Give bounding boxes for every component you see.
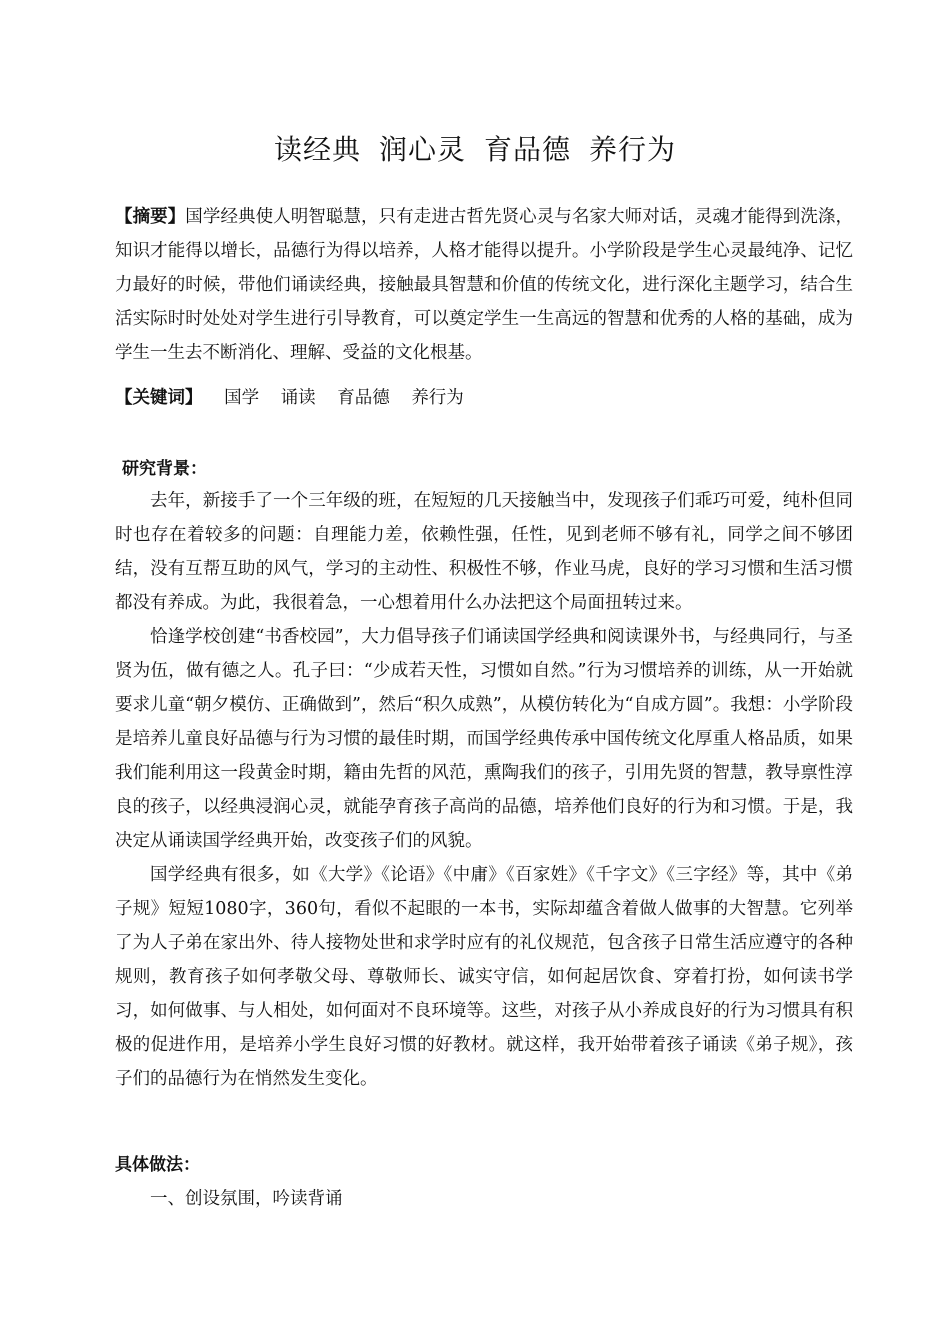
abstract-text: 国学经典使人明智聪慧，只有走进古哲先贤心灵与名家大师对话，灵魂才能得到洗涤，知识才能得以增长，品德行为得以培养，人格才能得以提升。小学阶段是学生心灵最纯净、记忆力最好的时候，带他们诵读经典，接触最具智慧和价值的传统文化，进行深化主题学习，结合生活实际时时处处对学生进行引导教育，可以奠定学生一生高远的智慧和优秀的人格的基础，成为学生一生去不断消化、理解、受益的文化根基。 [115, 207, 854, 363]
paragraph: 恰逢学校创建“书香校园”，大力倡导孩子们诵读国学经典和阅读课外书，与经典同行，与圣贤为伍，做有德之人。孔子曰：“少成若天性，习惯如自然。”行为习惯培养的训练，从一开始就要求儿童“朝夕模仿、正确做到”，然后“积久成熟”，从模仿转化为“自成方圆”。我想：小学阶段是培养儿童良好品德与行为习惯的最佳时期，而国学经典传承中国传统文化厚重人格品质，如果我们能利用这一段黄金时期，籍由先哲的风范，熏陶我们的孩子，引用先贤的智慧，教导禀性淳良的孩子，以经典浸润心灵，就能孕育孩子高尚的品德，培养他们良好的行为和习惯。于是，我决定从诵读国学经典开始，改变孩子们的风貌。 [115, 627, 853, 851]
background-body [115, 484, 853, 1096]
page-title [0, 128, 950, 168]
title-part: 润心灵 [378, 133, 466, 166]
method-heading: 具体做法： [115, 1155, 200, 1175]
abstract [115, 200, 853, 370]
title-part: 读经典 [273, 133, 361, 166]
paragraph: 国学经典有很多，如《大学》《论语》《中庸》《百家姓》《千字文》《三字经》等，其中《弟子规》短短1080字，360句，看似不起眼的一本书，实际却蕴含着做人做事的大智慧。它列举了为人子弟在家出外、待人接物处世和求学时应有的礼仪规范，包含孩子日常生活应遵守的各种规则，教育孩子如何孝敬父母、尊敬师长、诚实守信，如何起居饮食、穿着打扮，如何读书学习，如何做事、与人相处，如何面对不良环境等。这些，对孩子从小养成良好的行为习惯具有积极的促进作用，是培养小学生良好习惯的好教材。就这样，我开始带着孩子诵读《弟子规》，孩子们的品德行为在悄然发生变化。 [115, 865, 853, 1089]
background-heading: 研究背景： [122, 459, 207, 479]
method-item: 一、创设氛围，吟读背诵 [150, 1189, 343, 1209]
abstract-label: 【摘要】 [115, 207, 186, 227]
keyword: 诵读 [280, 388, 316, 408]
title-part: 养行为 [589, 133, 677, 166]
paragraph: 去年，新接手了一个三年级的班，在短短的几天接触当中，发现孩子们乖巧可爱，纯朴但同时也存在着较多的问题：自理能力差，依赖性强，任性，见到老师不够有礼，同学之间不够团结，没有互帮互助的风气，学习的主动性、积极性不够，作业马虎，良好的学习习惯和生活习惯都没有养成。为此，我很着急，一心想着用什么办法把这个局面扭转过来。 [115, 491, 853, 613]
title-part: 育品德 [484, 133, 572, 166]
keyword: 养行为 [411, 388, 464, 408]
keyword: 育品德 [337, 388, 390, 408]
keywords [115, 381, 853, 415]
keyword: 国学 [224, 388, 260, 408]
keywords-label: 【关键词】 [115, 388, 203, 408]
